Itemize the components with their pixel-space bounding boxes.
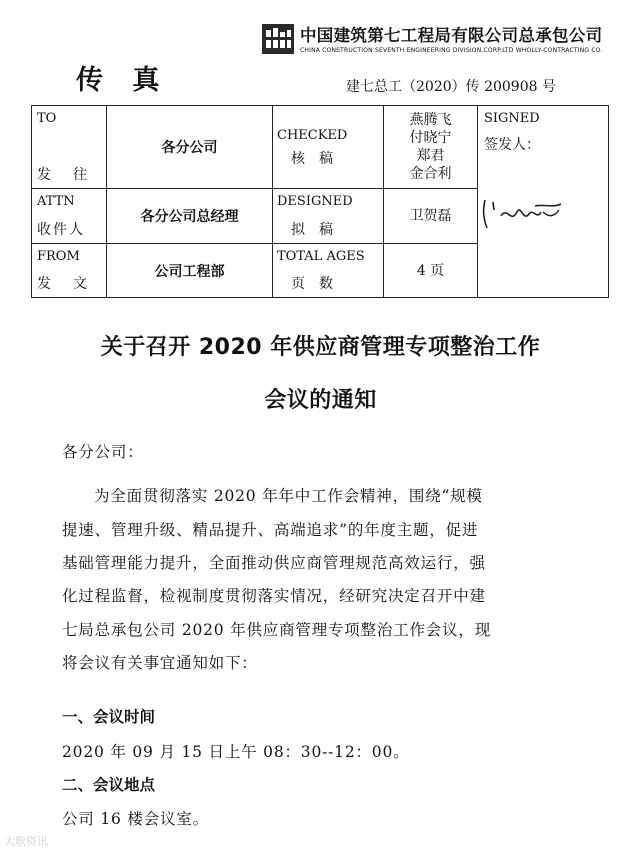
checker-name: 燕腾飞 [409,112,452,128]
checker-name: 郑君 [416,148,445,164]
section-2-heading: 二、会议地点 [62,776,156,794]
signature-image [471,194,571,238]
to-value: 各分公司 [107,106,273,189]
attn-label-cell [32,189,107,244]
body-line: 基础管理能力提升，全面推动供应商管理规范高效运行，强 [62,554,486,572]
checked-label-cell [273,106,384,189]
total-pages-label-cell [273,244,384,298]
to-label-cn: 发往 [37,167,109,183]
company-name-cn: 中国建筑第七工程局有限公司总承包公司 [300,26,603,45]
designer-name: 卫贺磊 [384,189,478,244]
salutation: 各分公司： [62,443,144,461]
attn-label-cn: 收件人 [37,222,85,238]
body-line: 提速、管理升级、精品提升、高端追求”的年度主题，促进 [62,521,479,539]
document-number: 建七总工（2020）传 200908 号 [346,79,556,95]
company-logo-icon [262,24,294,54]
company-header [262,22,622,64]
notice-title-line-1: 关于召开 2020 年供应商管理专项整治工作 [100,335,541,360]
watermark: 大歌资讯 [4,835,48,848]
company-name-en: CHINA CONSTRUCTION SEVENTH ENGINEERING DIVISION.CORP.LTD WHOLLY-CONTRACTING CO. [300,47,603,54]
checked-label-cn: 核稿 [291,151,347,167]
total-pages-label-cn: 页数 [291,276,347,292]
fax-title: 传 真 [76,65,170,96]
signed-label-cn: 签发人： [484,137,540,153]
meeting-location: 公司 16 楼会议室。 [62,810,209,828]
body-line: 七局总承包公司 2020 年供应商管理专项整治工作会议，现 [62,621,492,639]
designed-label-cell [273,189,384,244]
attn-label-en: ATTN [37,194,75,209]
notice-title-line-2: 会议的通知 [264,388,377,413]
total-pages-value: 4 页 [384,244,478,298]
to-label-cell [32,106,107,189]
from-value: 公司工程部 [107,244,273,298]
body-line: 为全面贯彻落实 2020 年年中工作会精神，围绕“规模 [94,487,483,505]
meeting-time: 2020 年 09 月 15 日上午 08：30--12：00。 [62,743,410,761]
body-line: 化过程监督，检视制度贯彻落实情况，经研究决定召开中建 [62,587,486,605]
to-label-en: TO [37,111,57,126]
checked-label-en: CHECKED [277,128,348,143]
signed-label-en: SIGNED [484,111,540,126]
from-label-cell [32,244,107,298]
from-label-cn: 发文 [37,276,109,292]
designed-label-cn: 拟稿 [291,222,347,238]
checker-name: 金合利 [409,166,452,182]
attn-value: 各分公司总经理 [107,189,273,244]
from-label-en: FROM [37,249,80,264]
checker-name: 付晓宁 [409,130,452,146]
checked-names [384,106,478,189]
designed-label-en: DESIGNED [277,194,353,209]
body-line: 将会议有关事宜通知如下： [62,654,258,672]
section-1-heading: 一、会议时间 [62,708,156,726]
total-pages-label-en: TOTAL AGES [277,249,365,264]
